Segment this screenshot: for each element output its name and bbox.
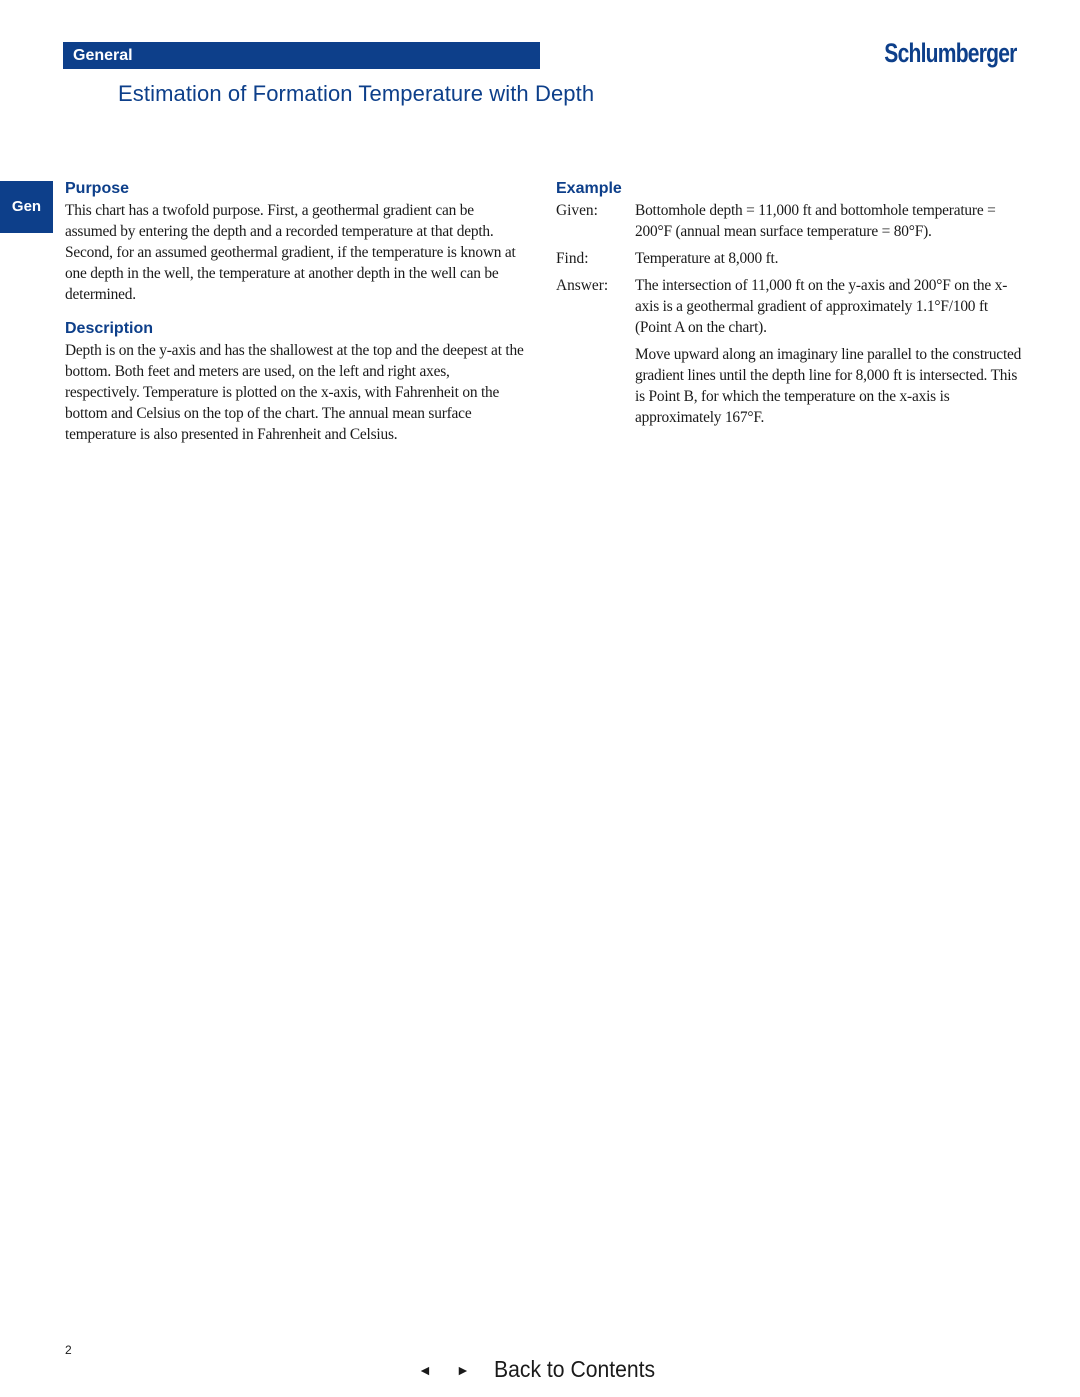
side-tab-label: Gen	[11, 198, 42, 215]
given-text: Bottomhole depth = 11,000 ft and bottomhole temperature = 200°F (annual mean surface temperature = 80°F).	[635, 202, 996, 240]
example-heading: Example	[556, 180, 622, 197]
section-label: General	[73, 47, 133, 64]
section-label-bar	[63, 42, 540, 69]
description-text: Depth is on the y-axis and has the shallowest at the top and the deepest at the bottom. Both feet and meters are used, on the left and right axes, respectively. Temperature is plotted on the x-axis, with Fahrenheit on the bottom and Celsius on the top of the chart. The annual mean surface temperature is also presented in Fahrenheit and Celsius.	[65, 342, 524, 443]
given-label: Given:	[556, 202, 598, 219]
example-answer-row	[556, 275, 1026, 338]
answer-text: The intersection of 11,000 ft on the y-axis and 200°F on the x-axis is a geothermal gradient of approximately 1.1°F/100 ft (Point A on the chart).	[635, 277, 1008, 336]
company-logo: Schlumberger	[884, 38, 1017, 68]
description-section	[65, 318, 525, 445]
left-column	[65, 178, 525, 445]
purpose-heading: Purpose	[65, 180, 130, 197]
back-to-contents-link[interactable]: Back to Contents	[494, 1356, 656, 1382]
find-label: Find:	[556, 250, 589, 267]
purpose-section	[65, 178, 525, 305]
page-title: Estimation of Formation Temperature with Depth	[118, 81, 595, 106]
purpose-text: This chart has a twofold purpose. First, a geothermal gradient can be assumed by entering the depth and a recorded temperature at that depth. Second, for an assumed geothermal gradient, if the temperature is known at one depth in the well, the temperature at another depth in the well can be determined.	[65, 202, 516, 303]
find-text: Temperature at 8,000 ft.	[635, 250, 779, 267]
side-tab-gen[interactable]	[0, 181, 53, 233]
page-number: 2	[65, 1343, 72, 1357]
answer-text-continued: Move upward along an imaginary line parallel to the constructed gradient lines until the depth line for 8,000 ft is intersected. This is Point B, for which the temperature on the x-axis is approximately 167°F.	[635, 346, 1022, 426]
next-page-icon[interactable]: ►	[456, 1361, 470, 1378]
description-heading: Description	[65, 320, 154, 337]
right-column	[556, 178, 1026, 428]
footer-navigation	[418, 1356, 669, 1383]
example-given-row	[556, 200, 1026, 242]
previous-page-icon[interactable]: ◄	[418, 1361, 432, 1378]
example-find-row	[556, 248, 1026, 269]
answer-label: Answer:	[556, 277, 609, 294]
